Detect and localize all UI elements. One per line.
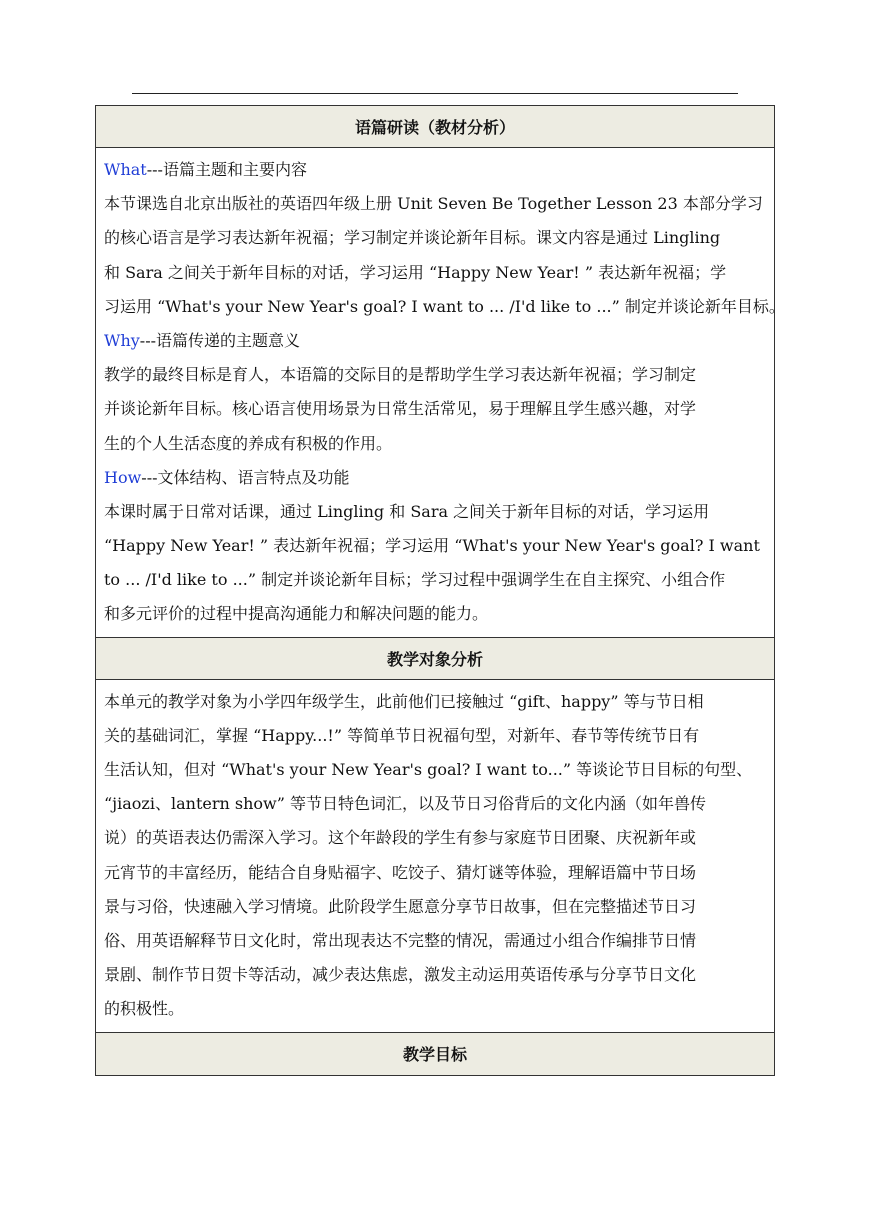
paragraph-line: 的核心语言是学习表达新年祝福；学习制定并谈论新年目标。课文内容是通过 Lingling <box>104 228 721 248</box>
paragraph-line: 关的基础词汇，掌握 “Happy...!” 等简单节日祝福句型，对新年、春节等传统节日有 <box>104 725 700 745</box>
paragraph-line: 生的个人生活态度的养成有积极的作用。 <box>104 433 393 453</box>
what-subheading <box>104 153 767 187</box>
paragraph-line: 和多元评价的过程中提高沟通能力和解决问题的能力。 <box>104 604 489 624</box>
section-heading-teaching-objectives <box>96 1033 774 1075</box>
paragraph-line: 并谈论新年目标。核心语言使用场景为日常生活常见，易于理解且学生感兴趣，对学 <box>104 399 697 419</box>
paragraph-line: 生活认知，但对 “What's your New Year's goal? I want to...” 等谈论节日目标的句型、 <box>104 760 753 779</box>
paragraph-line: 习运用 “What's your New Year's goal? I want to ... /I'd like to ...” 制定并谈论新年目标。 <box>104 296 785 316</box>
lesson-plan-table <box>95 105 785 1076</box>
why-subheading <box>104 324 767 358</box>
what-label: What <box>104 160 147 179</box>
paragraph-line: 本单元的教学对象为小学四年级学生，此前他们已接触过 “gift、happy” 等与节日相 <box>104 691 704 711</box>
section-body-text-analysis <box>96 148 785 638</box>
paragraph-line: 的积极性。 <box>104 999 185 1019</box>
section-heading-text-analysis <box>96 106 774 148</box>
what-title: ---语篇主题和主要内容 <box>146 160 307 179</box>
paragraph-line: 和 Sara 之间关于新年目标的对话，学习运用 “Happy New Year! ” 表达新年祝福；学 <box>104 262 727 282</box>
how-label: How <box>104 467 142 487</box>
paragraph-line: 元宵节的丰富经历，能结合自身贴福字、吃饺子、猜灯谜等体验，理解语篇中节日场 <box>104 862 697 882</box>
paragraph-line: “Happy New Year! ” 表达新年祝福；学习运用 “What's your New Year's goal? I want <box>104 536 760 556</box>
page-header-rule <box>132 93 738 94</box>
how-title: ---文体结构、语言特点及功能 <box>141 467 350 487</box>
why-title: ---语篇传递的主题意义 <box>139 330 301 350</box>
paragraph-line: 景剧、制作节日贺卡等活动，减少表达焦虑，激发主动运用英语传承与分享节日文化 <box>104 965 697 985</box>
paragraph-line: “jiaozi、lantern show” 等节日特色词汇，以及节日习俗背后的文化内涵（如年兽传 <box>104 794 706 814</box>
section-body-learner-analysis <box>96 680 774 1033</box>
section-heading-label: 教学目标 <box>402 1045 467 1064</box>
section-heading-label: 语篇研读（教材分析） <box>354 118 515 137</box>
section-heading-learner-analysis <box>96 638 774 680</box>
paragraph-line: 俗、用英语解释节日文化时，常出现表达不完整的情况，需通过小组合作编排节日情 <box>104 930 697 950</box>
how-subheading <box>104 461 767 495</box>
paragraph-line: 说）的英语表达仍需深入学习。这个年龄段的学生有参与家庭节日团聚、庆祝新年或 <box>104 828 697 848</box>
section-heading-label: 教学对象分析 <box>386 649 483 669</box>
why-label: Why <box>104 330 140 350</box>
paragraph-line: 景与习俗，快速融入学习情境。此阶段学生愿意分享节日故事，但在完整描述节日习 <box>104 896 697 916</box>
paragraph-line: 教学的最终目标是育人，本语篇的交际目的是帮助学生学习表达新年祝福；学习制定 <box>104 365 697 385</box>
paragraph-line: to ... /I'd like to ...” 制定并谈论新年目标；学习过程中强调学生在自主探究、小组合作 <box>104 570 726 590</box>
paragraph-line: 本节课选自北京出版社的英语四年级上册 Unit Seven Be Together Lesson 23 本部分学习 <box>104 194 763 214</box>
paragraph-line: 本课时属于日常对话课，通过 Lingling 和 Sara 之间关于新年目标的对话，学习运用 <box>104 501 710 521</box>
